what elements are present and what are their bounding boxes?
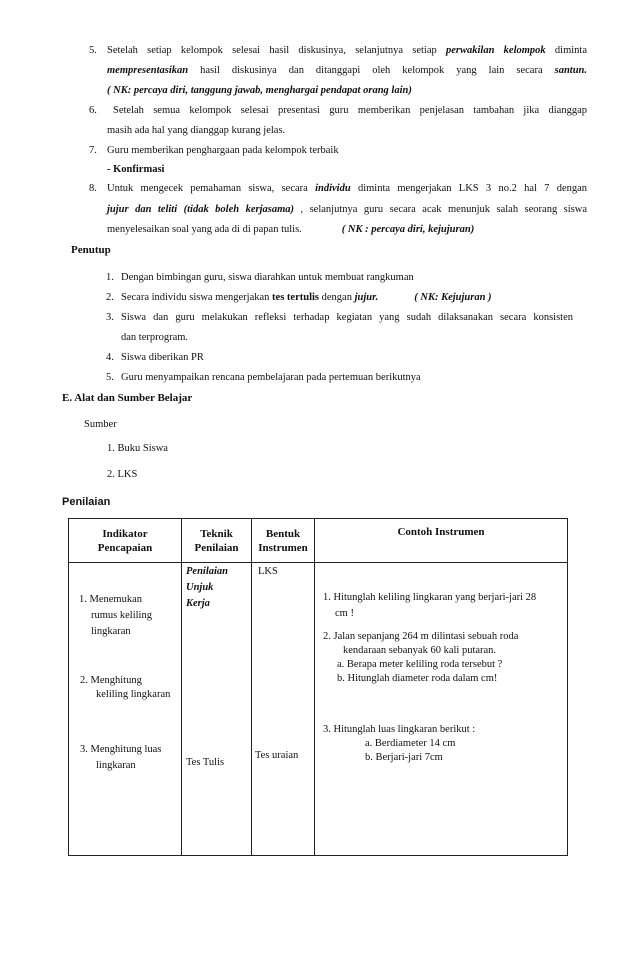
penutup-number: 2.	[106, 292, 114, 303]
header-teknik: Teknik Penilaian	[182, 519, 252, 563]
cell-contoh	[315, 563, 568, 856]
konfirmasi-heading: - Konfirmasi	[107, 164, 165, 175]
penutup-number: 3.	[106, 312, 114, 323]
step-8-line-2: jujur dan teliti (tidak boleh kerjasama) , selanjutnya guru secara acak menunjuk salah seorang siswa	[107, 204, 588, 215]
sumber-item-2: 2. LKS	[107, 469, 138, 480]
sumber-item-1: 1. Buku Siswa	[107, 443, 168, 454]
cell-teknik	[182, 563, 252, 856]
indikator-3: 3. Menghitung luas lingkaran	[80, 744, 162, 771]
penutup-item-3-line-1: Siswa dan guru melakukan refleksi terhadap kegiatan yang sudah dilaksanakan secara konsisten	[121, 312, 573, 323]
step-number: 8.	[89, 183, 97, 194]
contoh-q2: 2. Jalan sepanjang 264 m dilintasi sebuah roda kendaraan sebanyak 60 kali putaran. a. Berapa meter keliling roda tersebut ? b. Hitunglah diameter roda dalam cm!	[323, 631, 519, 684]
step-5-line-1: Setelah setiap kelompok selesai hasil diskusinya, selanjutnya setiap perwakilan kelompok diminta	[107, 45, 588, 56]
sumber-label: Sumber	[84, 419, 117, 430]
cell-bentuk	[252, 563, 315, 856]
step-number: 5.	[89, 45, 97, 56]
penilaian-table	[68, 518, 568, 856]
bentuk-1: LKS	[258, 566, 278, 577]
step-5-line-2: mempresentasikan hasil diskusinya dan ditanggapi oleh kelompok yang lain secara santun.	[107, 65, 588, 76]
step-number: 6.	[89, 105, 97, 116]
penutup-item-4: Siswa diberikan PR	[121, 352, 204, 363]
step-7-line-1: Guru memberikan penghargaan pada kelompok terbaik	[107, 145, 339, 156]
penilaian-heading: Penilaian	[62, 496, 111, 508]
penutup-number: 1.	[106, 272, 114, 283]
penutup-number: 5.	[106, 372, 114, 383]
step-5-nk: ( NK: percaya diri, tanggung jawab, menghargai pendapat orang lain)	[107, 85, 412, 96]
penutup-item-1: Dengan bimbingan guru, siswa diarahkan untuk membuat rangkuman	[121, 272, 414, 283]
step-number: 7.	[89, 145, 97, 156]
teknik-1: Penilaian Unjuk Kerja	[186, 566, 229, 609]
step-6-line-1: Setelah semua kelompok selesai presentasi guru memberikan penjelasan tambahan jika dianggap	[113, 105, 587, 116]
table-row	[69, 563, 568, 856]
step-6-line-2: masih ada hal yang dianggap kurang jelas.	[107, 125, 286, 136]
cell-indikator	[69, 563, 182, 856]
penutup-item-3-line-2: dan terprogram.	[121, 332, 189, 343]
bentuk-2: Tes uraian	[255, 750, 299, 761]
table-header-row	[69, 519, 568, 563]
indikator-1: 1. Menemukan rumus keliling lingkaran	[79, 594, 152, 637]
penutup-heading: Penutup	[71, 244, 111, 256]
alat-heading: E. Alat dan Sumber Belajar	[62, 392, 193, 404]
teknik-2: Tes Tulis	[186, 757, 225, 768]
penutup-item-2: Secara individu siswa mengerjakan tes tertulis dengan jujur. ( NK: Kejujuran )	[121, 292, 492, 303]
penutup-number: 4.	[106, 352, 114, 363]
penutup-item-5: Guru menyampaikan rencana pembelajaran pada pertemuan berikutnya	[121, 372, 421, 383]
step-8-line-1: Untuk mengecek pemahaman siswa, secara individu diminta mengerjakan LKS 3 no.2 hal 7 dengan	[107, 183, 588, 194]
header-contoh: Contoh Instrumen	[315, 519, 568, 563]
indikator-2: 2. Menghitung keliling lingkaran	[80, 675, 171, 700]
header-indikator: Indikator Pencapaian	[69, 519, 182, 563]
contoh-q3: 3. Hitunglah luas lingkaran berikut : a. Berdiameter 14 cm b. Berjari-jari 7cm	[323, 724, 476, 763]
contoh-q1: 1. Hitunglah keliling lingkaran yang berjari-jari 28 cm !	[323, 592, 537, 619]
header-bentuk: Bentuk Instrumen	[252, 519, 315, 563]
step-8-line-3: menyelesaikan soal yang ada di di papan tulis. ( NK : percaya diri, kejujuran)	[107, 224, 475, 235]
